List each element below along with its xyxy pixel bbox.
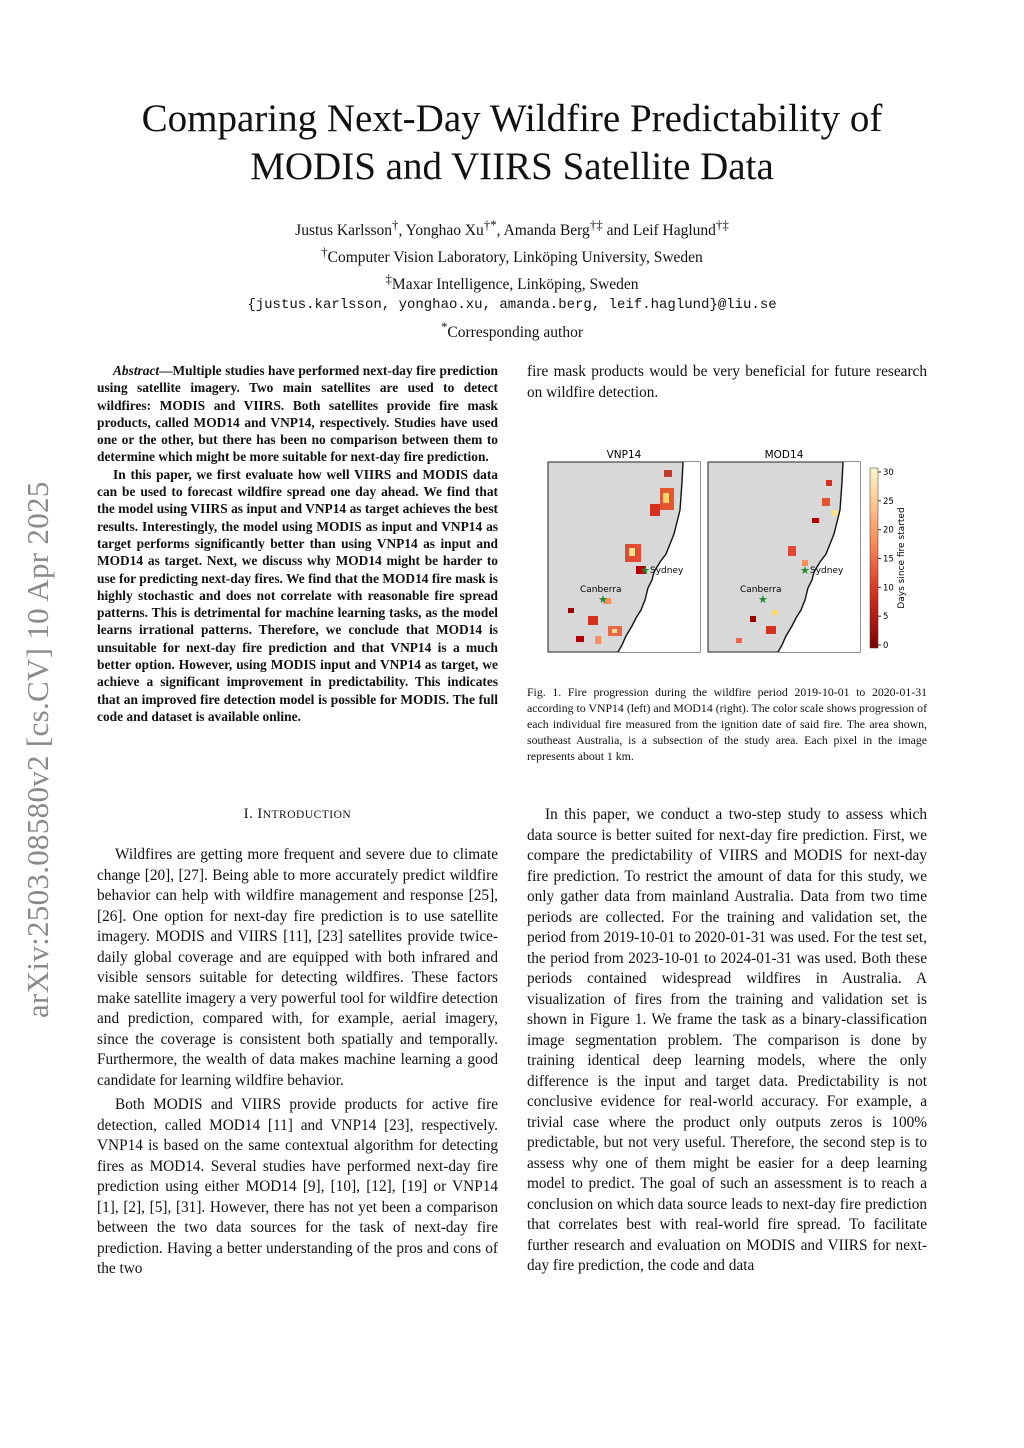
marker-star-sydney: ★ (800, 564, 810, 577)
panel-title-mod14: MOD14 (764, 449, 804, 461)
affiliation-mark: ‡ (385, 271, 392, 287)
paper-title (60, 95, 964, 191)
author-name: and Leif Haglund (602, 222, 716, 240)
section-title-rest: NTRODUCTION (262, 809, 352, 821)
city-label-sydney: Sydney (810, 566, 844, 576)
author-block (150, 214, 874, 344)
city-label-sydney: Sydney (650, 566, 684, 576)
author-mark: †‡ (589, 217, 603, 232)
arxiv-identifier: arXiv:2503.08580v2 [cs.CV] 10 Apr 2025 (20, 481, 55, 1019)
fire-cluster (772, 610, 777, 615)
continued-paragraph: fire mask products would be very beneficial for future research on wildfire detection. (527, 363, 927, 401)
fire-cluster (576, 636, 584, 642)
abstract-text: —Multiple studies have performed next-day fire prediction using satellite imagery. Two main satellites are used to detect wildfires: MODIS and VIIRS. Both satellites provide fire mask products, called MOD14 and VNP14, respectively. Studies have used one or the other, but there has been no comparison between them to determine which might be more suitable for next-day fire prediction. (97, 363, 498, 465)
colorbar-gradient (870, 468, 878, 648)
abstract (97, 362, 498, 725)
fire-cluster (822, 498, 830, 506)
intro-paragraph-2: Both MODIS and VIIRS provide products for active fire detection, called MOD14 [11] and VNP14 [23], respectively. VNP14 is based on the same contextual algorithm for detecting fires as MOD14. Several studies have performed next-day fire prediction using either MOD14 [9], [10], [12], [19] or VNP14 [1], [2], [5], [31]. However, there has not yet been a comparison between the two data sources for the task of next-day fire prediction. Having a better understanding of the pros and cons of the two (97, 1096, 498, 1277)
fire-cluster (812, 518, 819, 523)
caption-label: Fig. 1. (527, 685, 562, 699)
affiliation-text: Maxar Intelligence, Linköping, Sweden (391, 276, 639, 294)
author-mark: †* (483, 217, 497, 232)
colorbar-tick-label: 25 (883, 496, 894, 507)
fire-cluster (826, 480, 832, 486)
fire-cluster (766, 626, 776, 634)
marker-star-sydney: ★ (640, 564, 650, 577)
fire-cluster (788, 546, 796, 556)
colorbar-ticks (878, 468, 894, 651)
marker-star-canberra: ★ (758, 593, 768, 606)
author-name: , Amanda Berg (496, 222, 590, 240)
author-name: , Yonghao Xu (398, 222, 484, 240)
fire-cluster (568, 608, 574, 613)
intro-paragraph-1: Wildfires are getting more frequent and severe due to climate change [20], [27]. Being able to more accurately predict wildfire behavior can help with wildfire management and response [25], [26]. One option for next-day fire prediction is to use satellite imagery. MODIS and VIIRS [11], [23] satellites provide twice-daily global coverage and are equipped with both infrared and visible sensors suitable for detecting wildfires. These factors make satellite imagery a very powerful tool for wildfire detection and prediction, compared with, for example, aerial imagery, since the coverage is consistent both spatially and temporally. Furthermore, the wealth of data makes machine learning a good candidate for learning wildfire behavior. (97, 846, 498, 1089)
right-column-body (527, 805, 927, 1277)
fire-cluster (736, 638, 742, 643)
fire-cluster (664, 470, 672, 477)
city-label-canberra: Canberra (580, 585, 622, 595)
author-list (150, 214, 874, 241)
title-line-1: Comparing Next-Day Wildfire Predictability of (141, 97, 883, 140)
section-number: I. (243, 806, 254, 822)
colorbar-tick-label: 0 (883, 641, 889, 651)
figure-caption (527, 684, 927, 764)
colorbar-tick-label: 20 (883, 525, 894, 536)
right-paragraph-1: In this paper, we conduct a two-step study to assess which data source is better suited for next-day fire prediction. First, we compare the predictability of VIIRS and MODIS for next-day fire prediction. To restrict the amount of data for this study, we only gather data from mainland Australia. Data from two time periods are collected. For the training and validation set, the period from 2019-10-01 to 2020-01-31 was used. For the test set, the period from 2023-10-01 to 2024-01-31 was used. Both these periods contained widespread wildfires in Australia. A visualization of fires from the training and validation set is shown in Figure 1. We frame the task as a binary-classification image segmentation problem. The comparison is done by training identical deep learning models, where the only difference is the input and target data. Predictability is not conclusive evidence for real-world accuracy. For example, a trivial case where the product only outputs zeros is 100% predictable, but not very useful. Therefore, the second step is to assess why one of them might be easier for a deep learning model to predict. The goal of such an assessment is to reach a conclusion on which data source leads to next-day fire prediction that correlates best with real-world fire spread. To facilitate further research and evaluation on MODIS and VIIRS for next-day fire prediction, the code and data (527, 806, 927, 1274)
fire-cluster (588, 616, 598, 625)
fire-cluster (612, 629, 617, 633)
panel-title-vnp14: VNP14 (606, 449, 642, 461)
title-line-2: MODIS and VIIRS Satellite Data (250, 145, 774, 188)
colorbar-tick-label: 10 (883, 583, 894, 594)
fire-cluster (595, 636, 601, 644)
affiliation-text: Computer Vision Laboratory, Linköping University, Sweden (327, 249, 703, 267)
affiliation-1 (150, 241, 874, 268)
fire-cluster (629, 548, 635, 556)
panel-vnp14 (548, 462, 700, 652)
author-mark: †‡ (715, 217, 729, 232)
marker-star-canberra: ★ (598, 593, 608, 606)
panel-mod14 (708, 462, 860, 652)
author-mark: † (392, 217, 399, 232)
author-name: Justus Karlsson (295, 222, 393, 240)
affiliation-2 (150, 268, 874, 295)
right-column-top (527, 362, 927, 403)
section-title-first: I (257, 806, 263, 822)
affiliation-mark: † (321, 244, 328, 260)
corresponding-note (150, 316, 874, 343)
corresponding-mark: * (440, 319, 448, 335)
abstract-paragraph-1 (97, 362, 498, 466)
author-emails: {justus.karlsson, yonghao.xu, amanda.berg, leif.haglund}@liu.se (247, 297, 777, 314)
introduction-text (97, 845, 498, 1280)
fire-cluster (832, 510, 837, 516)
fire-cluster (750, 616, 756, 622)
colorbar-tick-label: 15 (883, 554, 894, 565)
fire-cluster (663, 493, 669, 503)
caption-text: Fire progression during the wildfire period 2019-10-01 to 2020-01-31 according to VNP14 (left) and MOD14 (right). The color scale shows progression of each individual fire measured from the ignition date of said fire. The area shown, southeast Australia, is a subsection of the study area. Each pixel in the image represents about 1 km. (527, 685, 928, 763)
section-heading-introduction (97, 806, 498, 823)
abstract-label: Abstract (113, 363, 160, 378)
corresponding-text: Corresponding author (447, 324, 584, 342)
figure-1 (540, 440, 920, 660)
fire-cluster (650, 504, 660, 516)
colorbar-label: Days since fire started (897, 507, 907, 609)
abstract-paragraph-2: In this paper, we first evaluate how well VIIRS and MODIS data can be used to forecast wildfire spread one day ahead. We find that the model using VIIRS as input and VNP14 as target achieves the best results. Interestingly, the model using MODIS as input and VNP14 as target performs significantly better than using VNP14 as input and MOD14 as target. Next, we discuss why MOD14 might be harder to use for predicting next-day fires. We find that the MOD14 fire mask is highly stochastic and does not correlate with reasonable fire spread patterns. This is detrimental for machine learning tasks, as the model learns irrational patterns. Therefore, we conclude that MOD14 is unsuitable for next-day fire prediction and that VNP14 is a much better option. However, using MODIS input and VNP14 as target, we achieve a significant improvement in predictability. This indicates that an improved fire detection model is possible for MODIS. The full code and dataset is available online. (97, 466, 498, 724)
colorbar-tick-label: 30 (883, 468, 894, 478)
colorbar-tick-label: 5 (883, 612, 889, 623)
city-label-canberra: Canberra (740, 585, 782, 595)
colorbar (870, 468, 907, 651)
